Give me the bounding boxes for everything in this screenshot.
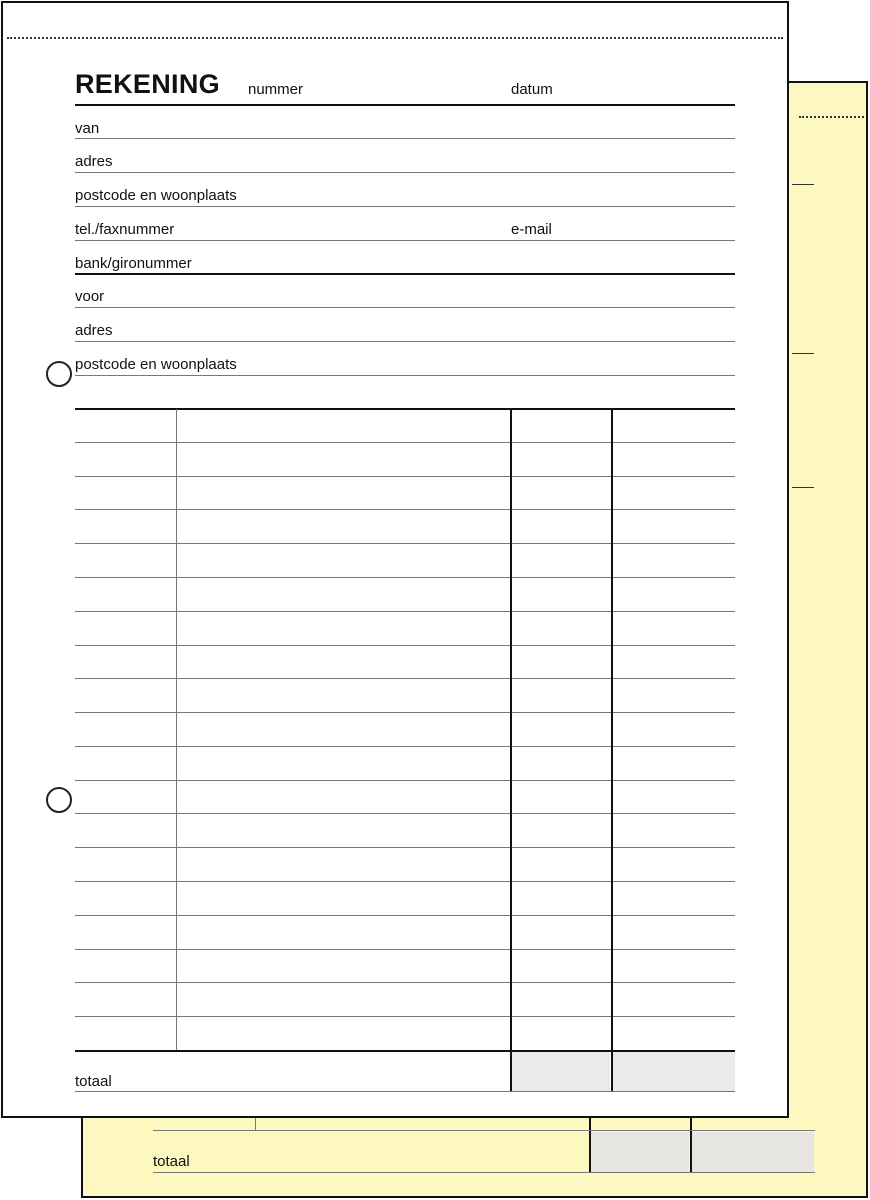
sender-postcode-line: [75, 206, 735, 207]
table-row-line: [75, 543, 735, 544]
perforation-line: [799, 116, 864, 118]
punch-hole: [46, 787, 72, 813]
table-row-line: [75, 509, 735, 510]
punch-hole: [46, 361, 72, 387]
recipient-address-line: [75, 341, 735, 342]
phone-fax-label: tel./faxnummer: [75, 221, 175, 238]
total-amount-cell: [512, 1052, 610, 1091]
copy-total-rule: [153, 1172, 815, 1173]
for-label: voor: [75, 288, 105, 305]
phone-line: [75, 240, 735, 241]
recipient-address-label: adres: [75, 322, 113, 339]
table-row-line: [75, 678, 735, 679]
recipient-postcode-line: [75, 375, 735, 376]
copy-line-tick: [792, 184, 814, 185]
sender-section-rule: [75, 273, 735, 275]
table-row-line: [75, 476, 735, 477]
table-row-line: [75, 949, 735, 950]
table-row-line: [75, 1016, 735, 1017]
email-label: e-mail: [511, 221, 552, 238]
perforation-line: [7, 37, 783, 39]
table-row-line: [75, 915, 735, 916]
copy-line-tick: [792, 487, 814, 488]
date-label: datum: [511, 81, 553, 98]
sender-address-label: adres: [75, 153, 113, 170]
table-row-line: [75, 712, 735, 713]
table-row-line: [75, 881, 735, 882]
table-column-divider: [510, 409, 512, 1092]
copy-total-label: totaal: [153, 1153, 190, 1170]
from-label: van: [75, 120, 100, 137]
recipient-postcode-label: postcode en woonplaats: [75, 356, 237, 373]
table-row-line: [75, 746, 735, 747]
sender-postcode-label: postcode en woonplaats: [75, 187, 237, 204]
table-row-line: [75, 577, 735, 578]
table-row-line: [75, 780, 735, 781]
number-label: nummer: [248, 81, 304, 98]
invoice-title: REKENING: [75, 69, 220, 99]
total-amount-cell: [613, 1052, 735, 1091]
table-row-line: [75, 645, 735, 646]
table-row-line: [75, 611, 735, 612]
total-label: totaal: [75, 1073, 112, 1090]
table-column-divider: [176, 409, 177, 1050]
table-top-rule: [75, 408, 735, 410]
table-row-line: [75, 813, 735, 814]
invoice-sheet: [1, 1, 789, 1118]
total-rule: [75, 1091, 735, 1092]
table-row-line: [75, 982, 735, 983]
copy-total-cell: [591, 1132, 689, 1172]
table-column-divider: [611, 409, 613, 1092]
sender-address-line: [75, 172, 735, 173]
copy-line-tick: [792, 353, 814, 354]
copy-table-rule: [153, 1130, 815, 1131]
for-line: [75, 307, 735, 308]
copy-total-cell: [692, 1132, 814, 1172]
table-row-line: [75, 442, 735, 443]
from-line: [75, 138, 735, 139]
bank-label: bank/gironummer: [75, 255, 192, 272]
header-rule: [75, 104, 735, 106]
table-row-line: [75, 847, 735, 848]
